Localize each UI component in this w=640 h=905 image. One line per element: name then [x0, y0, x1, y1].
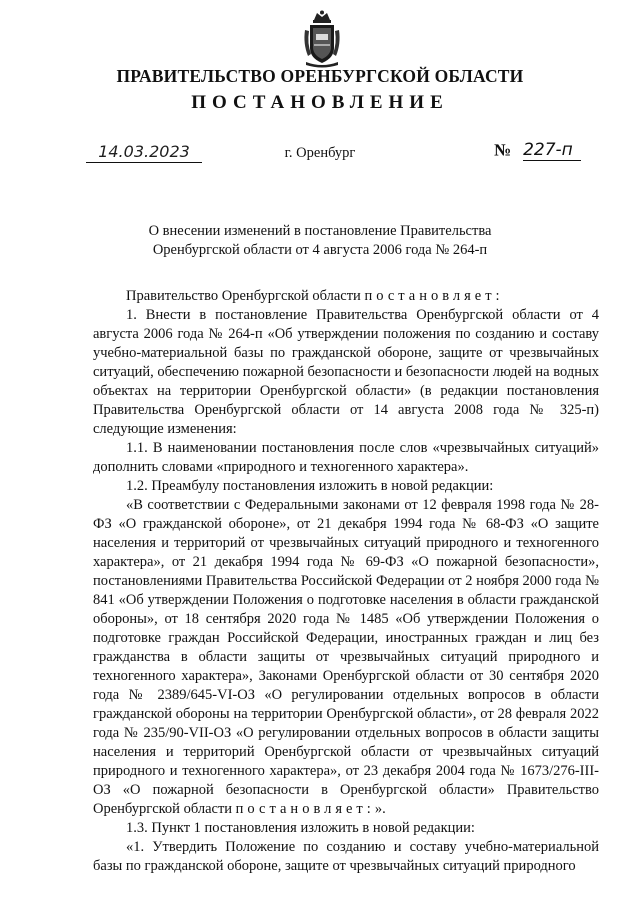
- document-body: [93, 287, 599, 876]
- title-line-1: О внесении изменений в постановление Правительства: [148, 223, 492, 239]
- coat-of-arms-icon: [302, 10, 342, 68]
- organization-name: ПРАВИТЕЛЬСТВО ОРЕНБУРГСКОЙ ОБЛАСТИ: [116, 66, 524, 86]
- paragraph-1: 1. Внести в постановление Правительства Оренбургской области от 4 августа 2006 года № 264-п «Об утверждении положения по созданию и составу учебно-материальной базы по гражданской обороне, защите от чрезвычайных ситуаций, обеспечению пожарной безопасности и безопасности людей на водных объектах на территории Оренбургской области» (в редакции постановления Правительства Оренбургской области от 14 августа 2008 года № 325-п) следующие изменения:: [93, 307, 599, 437]
- number-sign: №: [494, 140, 512, 160]
- intro-text: Правительство Оренбургской области: [126, 288, 361, 304]
- document-type: ПОСТАНОВЛЕНИЕ: [191, 92, 449, 113]
- intro-paragraph: [93, 287, 599, 306]
- intro-spaced-word: постановляет:: [364, 288, 504, 304]
- preamble-text: «В соответствии с Федеральными законами от 12 февраля 1998 года № 28-ФЗ «О гражданской обороне», от 21 декабря 1994 года № 68-ФЗ «О защите населения и территорий от чрезвычайных ситуаций природного и техногенного характера», от 21 декабря 1994 года № 69-ФЗ «О пожарной безопасности», постановлениями Правительства Российской Федерации от 2 ноября 2000 года № 841 «Об утверждении Положения о подготовке населения в области гражданской обороны», от 18 сентября 2020 года № 1485 «Об утверждении Положения о подготовке граждан Российской Федерации, иностранных граждан и лиц без гражданства в области защиты от чрезвычайных ситуаций природного и техногенного характера», Законами Оренбургской области от 30 сентября 2020 года № 2389/645-VI-ОЗ «О регулировании отдельных вопросов в области гражданской обороны на территории Оренбургской области», от 28 февраля 2022 года № 235/90-VII-ОЗ «О регулировании отдельных вопросов в области защиты населения и территорий Оренбургской области от чрезвычайных ситуаций природного и техногенного характера», от 23 декабря 2004 года № 1673/276-III-ОЗ «О пожарной безопасности в Оренбургской области» Правительство Оренбургской области: [93, 497, 599, 817]
- preamble-quote: [93, 496, 599, 819]
- paragraph-1-1: 1.1. В наименовании постановления после слов «чрезвычайных ситуаций» дополнить словами «природного и техногенного характера».: [93, 440, 599, 475]
- document-city: г. Оренбург: [284, 145, 356, 161]
- number-value: 227-п: [523, 140, 581, 161]
- preamble-close: ».: [374, 801, 386, 817]
- document-date: 14.03.2023: [86, 142, 202, 163]
- paragraph-1-2: 1.2. Преамбулу постановления изложить в новой редакции:: [126, 478, 494, 494]
- document-title: [0, 222, 640, 260]
- paragraph-1-3-quote: «1. Утвердить Положение по созданию и составу учебно-материальной базы по гражданской обороне, защите от чрезвычайных ситуаций природного: [93, 839, 599, 874]
- preamble-spaced-word: постановляет:: [235, 801, 375, 817]
- title-line-2: Оренбургской области от 4 августа 2006 года № 264-п: [152, 242, 488, 258]
- paragraph-1-3: 1.3. Пункт 1 постановления изложить в новой редакции:: [126, 820, 475, 836]
- document-number: [494, 140, 581, 161]
